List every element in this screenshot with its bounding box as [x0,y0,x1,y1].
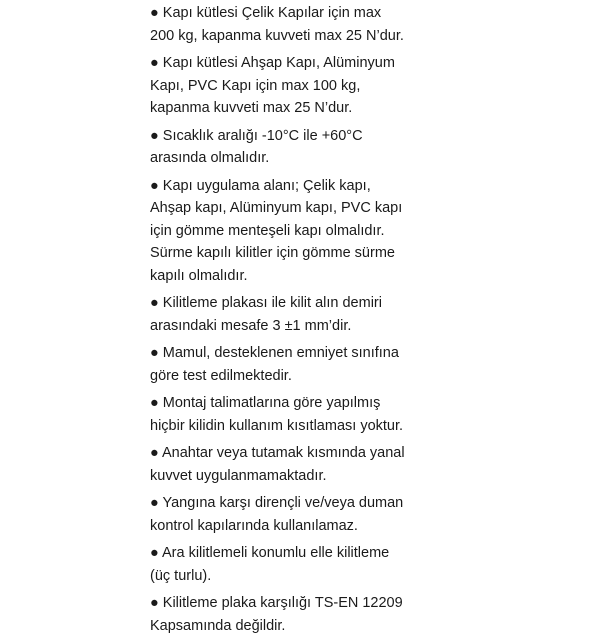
spec-item-fire-door [150,492,460,537]
spec-line: ● Kapı kütlesi Ahşap Kapı, Alüminyum [150,55,395,71]
spec-line: için gömme menteşeli kapı olmalıdır. [150,222,385,239]
spec-line: ● Mamul, desteklenen emniyet sınıfına [150,345,399,361]
spec-item-standard [150,592,460,637]
spec-list [150,2,460,642]
spec-line: ● Kilitleme plakası ile kilit alın demiri [150,295,382,311]
spec-line: arasındaki mesafe 3 ±1 mm’dir. [150,317,352,334]
spec-line: kuvvet uygulanmamaktadır. [150,467,327,484]
spec-line: Ahşap kapı, Alüminyum kapı, PVC kapı [150,200,403,216]
spec-item-usage-restriction [150,392,460,437]
spec-line: Sürme kapılı kilitler için gömme sürme [150,245,395,261]
spec-line: kapılı olmalıdır. [150,267,248,284]
spec-line: ● Anahtar veya tutamak kısmında yanal [150,445,405,461]
spec-item-lateral-force [150,442,460,487]
spec-item-temperature [150,125,460,170]
spec-line: ● Kapı uygulama alanı; Çelik kapı, [150,177,371,194]
spec-line: ● Yangına karşı dirençli ve/veya duman [150,495,404,511]
spec-line: (üç turlu). [150,567,212,584]
spec-line: arasında olmalıdır. [150,150,270,166]
spec-item-strike-distance [150,292,460,337]
spec-line: ● Kapı kütlesi Çelik Kapılar için max [150,5,382,21]
spec-line: ● Kilitleme plaka karşılığı TS-EN 12209 [150,595,403,611]
spec-item-security-class [150,342,460,387]
spec-item-application-area [150,175,460,288]
spec-line: kapanma kuvveti max 25 N’dur. [150,100,353,116]
spec-item-manual-locking [150,542,460,587]
spec-line: 200 kg, kapanma kuvveti max 25 N’dur. [150,27,404,44]
spec-line: kontrol kapılarında kullanılamaz. [150,517,358,534]
spec-item-door-mass-steel [150,2,460,47]
spec-line: ● Ara kilitlemeli konumlu elle kilitleme [150,545,390,561]
spec-line: hiçbir kilidin kullanım kısıtlaması yoktur. [150,417,404,434]
spec-line: Kapsamında değildir. [150,617,286,634]
spec-line: göre test edilmektedir. [150,367,292,384]
spec-item-door-mass-other [150,52,460,120]
spec-line: ● Montaj talimatlarına göre yapılmış [150,395,381,411]
spec-line: ● Sıcaklık aralığı -10°C ile +60°C [150,127,363,144]
spec-line: Kapı, PVC Kapı için max 100 kg, [150,77,361,94]
